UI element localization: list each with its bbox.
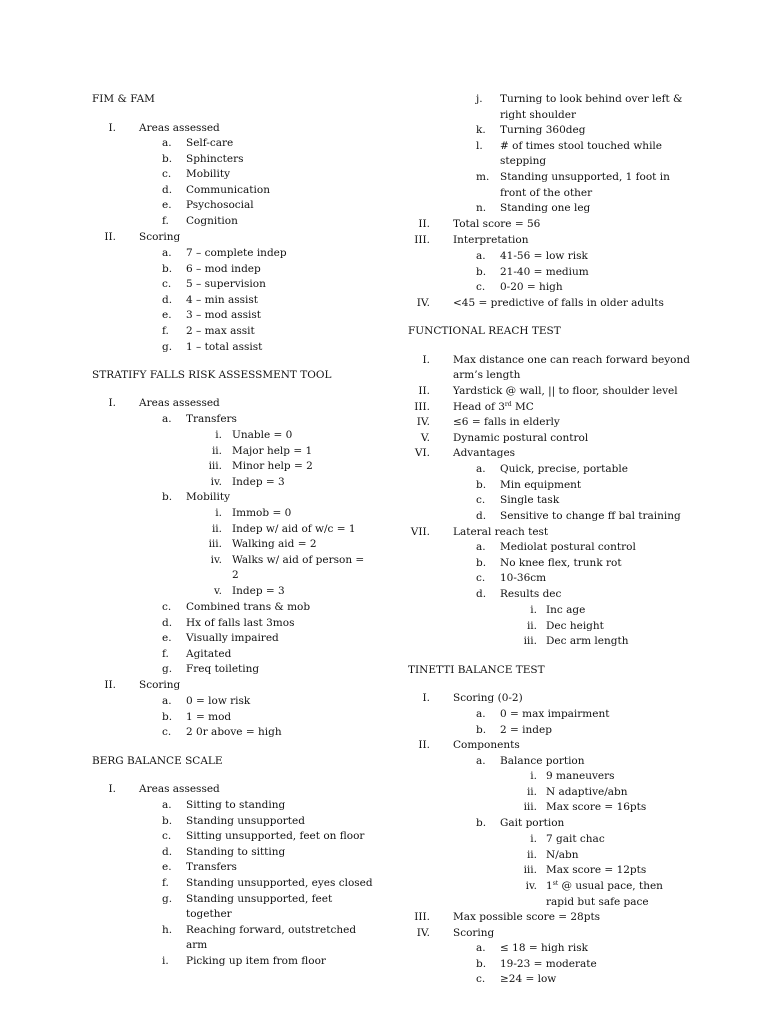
berg-total-score-label: Total score = 56: [453, 218, 541, 230]
stratify-score-item-marker: a.: [162, 695, 172, 707]
stratify-area-item-text: Combined trans & mob: [186, 601, 311, 613]
berg-interpretation-item-text: 41-56 = low risk: [500, 250, 588, 262]
berg-area-item-text: Standing one leg: [500, 202, 591, 215]
fim-score-item-text: 7 – complete indep: [186, 247, 287, 259]
stratify-score-item-text: 2 0r above = high: [186, 726, 282, 739]
stratify-transfer-item-text: Indep = 3: [232, 475, 285, 488]
berg-area-item-text: Sitting unsupported, feet on floor: [186, 830, 365, 843]
fim-score-item-marker: d.: [162, 293, 173, 306]
berg-area-item-marker: n.: [476, 202, 487, 215]
berg-area-item-text: right shoulder: [500, 108, 576, 121]
stratify-area-item-text: Hx of falls last 3mos: [186, 616, 295, 629]
tinetti-scoring-heading-label: Scoring (0-2): [453, 692, 523, 704]
frt-lateral-item-text: Results dec: [500, 587, 562, 600]
berg-area-item-text: Standing unsupported, eyes closed: [186, 877, 373, 889]
frt-result-item-marker: ii.: [526, 619, 537, 632]
tinetti-final-score-item-text: 19-23 = moderate: [500, 957, 597, 970]
tinetti-gait-item-text: 7 gait chac: [546, 833, 605, 845]
frt-result-item-text: Inc age: [546, 604, 586, 616]
stratify-score-item-text: 1 = mod: [186, 710, 232, 723]
frt-advantage-item-text: Min equipment: [500, 478, 582, 491]
tinetti-final-scoring-heading-label: Scoring: [453, 927, 495, 939]
berg-area-item-marker: l.: [476, 139, 483, 152]
berg-areas-heading-number: I.: [108, 783, 116, 795]
frt-advantage-item-marker: a.: [476, 463, 486, 475]
berg-area-item-text: Turning to look behind over left &: [500, 93, 683, 105]
berg-area-item-marker: c.: [162, 830, 172, 843]
berg-area-item-marker: b.: [162, 814, 173, 827]
section-title-fim-fam: FIM & FAM: [92, 93, 155, 105]
berg-area-item-marker: h.: [162, 923, 173, 936]
frt-falls-threshold-number: IV.: [416, 416, 430, 428]
tinetti-score-item-marker: b.: [476, 723, 487, 736]
stratify-area-item-marker: f.: [162, 647, 169, 660]
fim-area-item-marker: f.: [162, 215, 169, 227]
frt-advantage-item-marker: c.: [476, 494, 486, 507]
frt-lateral-heading-label: Lateral reach test: [453, 526, 549, 538]
stratify-scoring-heading-label: Scoring: [139, 679, 181, 691]
berg-area-item-marker: f.: [162, 877, 169, 889]
tinetti-max-score-label: Max possible score = 28pts: [453, 911, 601, 923]
fim-area-item-marker: b.: [162, 152, 173, 165]
tinetti-pace-number: 1: [546, 880, 553, 892]
stratify-mobility-item-text: Indep = 3: [232, 585, 285, 597]
section-title-stratify: STRATIFY FALLS RISK ASSESSMENT TOOL: [92, 369, 332, 381]
berg-area-item-marker: e.: [162, 861, 172, 874]
stratify-score-item-marker: b.: [162, 710, 173, 723]
berg-interpretation-item-text: 21-40 = medium: [500, 265, 589, 278]
tinetti-final-score-item-marker: a.: [476, 942, 486, 954]
fim-area-item-marker: e.: [162, 199, 172, 212]
stratify-mobility-item-marker: v.: [213, 585, 222, 597]
tinetti-components-heading-label: Components: [453, 739, 520, 751]
stratify-mobility-marker: b.: [162, 491, 173, 503]
stratify-area-item-marker: e.: [162, 632, 172, 645]
berg-area-item-text: Standing unsupported, 1 foot in: [500, 171, 670, 183]
stratify-mobility-item-text: Walks w/ aid of person =: [232, 553, 365, 566]
frt-head-suffix: MC: [511, 401, 534, 413]
tinetti-gait-portion-marker: b.: [476, 817, 487, 829]
stratify-mobility-item-text: Walking aid = 2: [232, 538, 317, 551]
berg-predictive-note-label: <45 = predictive of falls in older adults: [453, 297, 664, 309]
tinetti-balance-item-text: Max score = 16pts: [546, 801, 647, 814]
stratify-transfer-item-text: Major help = 1: [232, 444, 313, 457]
stratify-area-item-marker: c.: [162, 601, 172, 613]
stratify-transfer-item-marker: i.: [215, 429, 222, 441]
fim-score-item-marker: e.: [162, 309, 172, 322]
berg-area-item-marker: m.: [476, 171, 490, 183]
fim-score-item-text: 1 – total assist: [186, 340, 263, 353]
stratify-mobility-item-marker: iii.: [208, 538, 222, 551]
berg-interpretation-item-text: 0-20 = high: [500, 281, 563, 294]
frt-advantage-item-text: Sensitive to change ff bal training: [500, 509, 681, 522]
fim-score-item-text: 6 – mod indep: [186, 262, 261, 275]
tinetti-max-score-number: III.: [414, 911, 430, 923]
tinetti-balance-item-marker: iii.: [523, 801, 537, 814]
stratify-score-item-marker: c.: [162, 726, 172, 739]
tinetti-gait-item-text: Max score = 12pts: [546, 864, 647, 877]
tinetti-gait-item-marker: ii.: [526, 848, 537, 861]
frt-head-superscript: rd: [504, 401, 512, 408]
frt-falls-threshold-label: ≤6 = falls in elderly: [453, 416, 560, 428]
berg-area-item-text: Transfers: [186, 861, 237, 874]
fim-score-item-marker: c.: [162, 278, 172, 291]
berg-area-item-marker: j.: [476, 93, 483, 105]
stratify-area-item-text: Freq toileting: [186, 663, 260, 676]
frt-lateral-item-text: 10-36cm: [500, 572, 547, 585]
tinetti-balance-item-text: N adaptive/abn: [546, 785, 628, 798]
tinetti-gait-item-line2: rapid but safe pace: [546, 896, 649, 908]
fim-area-item-text: Psychosocial: [186, 199, 254, 212]
frt-result-item-text: Dec height: [546, 619, 604, 632]
fim-area-item-text: Cognition: [186, 215, 238, 227]
tinetti-final-score-item-marker: b.: [476, 957, 487, 970]
berg-area-item-marker: i.: [162, 955, 169, 967]
tinetti-balance-item-marker: ii.: [526, 785, 537, 798]
fim-scoring-heading-number: II.: [104, 231, 116, 243]
fim-area-item-marker: d.: [162, 183, 173, 196]
stratify-area-item-marker: d.: [162, 616, 173, 629]
tinetti-gait-item-marker: iii.: [523, 864, 537, 877]
frt-head-number: III.: [414, 401, 430, 413]
stratify-transfer-item-marker: ii.: [211, 444, 222, 457]
berg-interpretation-item-marker: a.: [476, 250, 486, 262]
fim-scoring-heading-label: Scoring: [139, 231, 181, 243]
fim-score-item-marker: f.: [162, 325, 169, 337]
frt-max-distance-line1: Max distance one can reach forward beyond: [453, 354, 690, 366]
tinetti-final-scoring-heading-number: IV.: [416, 927, 430, 939]
frt-lateral-item-text: No knee flex, trunk rot: [500, 556, 622, 569]
berg-area-item-text: together: [186, 908, 232, 921]
frt-head-text: Head of 3: [453, 401, 505, 413]
berg-area-item-text: # of times stool touched while: [500, 139, 663, 152]
berg-area-item-text: Standing unsupported: [186, 814, 305, 827]
section-title-functional-reach: FUNCTIONAL REACH TEST: [408, 325, 561, 337]
stratify-score-item-text: 0 = low risk: [186, 695, 251, 707]
tinetti-balance-item-marker: i.: [530, 770, 537, 782]
berg-area-item-text: Turning 360deg: [500, 124, 586, 137]
tinetti-balance-item-text: 9 maneuvers: [546, 770, 615, 782]
stratify-mobility-text: Mobility: [186, 491, 231, 503]
fim-areas-heading-label: Areas assessed: [139, 122, 220, 134]
tinetti-score-item-marker: a.: [476, 708, 486, 720]
frt-result-item-marker: i.: [530, 604, 537, 616]
tinetti-final-score-item-text: ≤ 18 = high risk: [500, 942, 589, 954]
frt-advantage-item-marker: b.: [476, 478, 487, 491]
stratify-transfers-text: Transfers: [186, 413, 237, 425]
stratify-mobility-item-text: Immob = 0: [232, 507, 292, 519]
stratify-areas-heading-number: I.: [108, 397, 116, 409]
stratify-mobility-item-marker: i.: [215, 507, 222, 519]
berg-area-item-text: Sitting to standing: [186, 799, 286, 811]
fim-area-item-text: Self-care: [186, 137, 234, 149]
berg-area-item-text: front of the other: [500, 186, 593, 199]
tinetti-balance-portion-marker: a.: [476, 755, 486, 767]
section-title-berg: BERG BALANCE SCALE: [92, 755, 223, 767]
tinetti-scoring-heading-number: I.: [422, 692, 430, 704]
tinetti-final-score-item-marker: c.: [476, 973, 486, 986]
frt-head-of-mc: [453, 401, 534, 414]
stratify-transfer-item-marker: iii.: [208, 460, 222, 473]
frt-lateral-item-marker: a.: [476, 541, 486, 553]
fim-area-item-marker: c.: [162, 168, 172, 181]
tinetti-gait-portion-text: Gait portion: [500, 817, 565, 829]
frt-lateral-item-marker: d.: [476, 587, 487, 600]
tinetti-gait-item-text: [546, 880, 663, 893]
stratify-transfer-item-text: Minor help = 2: [232, 460, 313, 473]
fim-score-item-marker: b.: [162, 262, 173, 275]
tinetti-pace-text: @ usual pace, then: [558, 880, 663, 892]
stratify-transfers-marker: a.: [162, 413, 172, 425]
berg-area-item-text: Picking up item from floor: [186, 955, 326, 967]
stratify-areas-heading-label: Areas assessed: [139, 397, 220, 409]
stratify-transfer-item-marker: iv.: [210, 475, 222, 488]
fim-area-item-text: Communication: [186, 183, 270, 196]
berg-area-item-marker: a.: [162, 799, 172, 811]
tinetti-score-item-text: 0 = max impairment: [500, 708, 610, 720]
tinetti-score-item-text: 2 = indep: [500, 723, 552, 736]
frt-result-item-marker: iii.: [523, 635, 537, 648]
berg-area-item-text: stepping: [500, 155, 547, 168]
berg-interpretation-item-marker: c.: [476, 281, 486, 294]
fim-area-item-text: Sphincters: [186, 152, 244, 165]
stratify-area-item-text: Visually impaired: [186, 632, 279, 645]
stratify-mobility-item-text: 2: [232, 569, 239, 582]
fim-score-item-text: 4 – min assist: [186, 293, 259, 306]
section-title-tinetti: TINETTI BALANCE TEST: [408, 664, 545, 676]
stratify-mobility-item-marker: ii.: [211, 522, 222, 535]
frt-dynamic-control-label: Dynamic postural control: [453, 432, 589, 444]
tinetti-components-heading-number: II.: [418, 739, 430, 751]
frt-advantages-heading-number: VI.: [414, 447, 430, 459]
frt-lateral-item-text: Mediolat postural control: [500, 541, 636, 553]
fim-area-item-text: Mobility: [186, 168, 231, 181]
frt-yardstick-number: II.: [418, 385, 430, 397]
frt-advantage-item-marker: d.: [476, 509, 487, 522]
berg-area-item-text: Reaching forward, outstretched: [186, 923, 357, 936]
fim-score-item-marker: g.: [162, 340, 173, 353]
fim-score-item-text: 2 – max assit: [186, 325, 255, 337]
tinetti-gait-item-text: N/abn: [546, 848, 579, 861]
stratify-area-item-text: Agitated: [186, 647, 232, 660]
berg-interpretation-heading-label: Interpretation: [453, 234, 529, 246]
stratify-scoring-heading-number: II.: [104, 679, 116, 691]
frt-advantage-item-text: Quick, precise, portable: [500, 463, 628, 475]
frt-advantages-heading-label: Advantages: [453, 447, 516, 459]
berg-area-item-marker: k.: [476, 124, 486, 137]
berg-interpretation-item-marker: b.: [476, 265, 487, 278]
frt-advantage-item-text: Single task: [500, 494, 560, 507]
berg-area-item-text: Standing unsupported, feet: [186, 892, 333, 905]
frt-lateral-item-marker: b.: [476, 556, 487, 569]
tinetti-pace-superscript: st: [552, 880, 559, 887]
fim-area-item-marker: a.: [162, 137, 172, 149]
stratify-area-item-marker: g.: [162, 663, 173, 676]
frt-max-distance-line2: arm’s length: [453, 369, 521, 381]
tinetti-gait-item-marker: i.: [530, 833, 537, 845]
fim-score-item-text: 3 – mod assist: [186, 309, 261, 322]
frt-max-distance-number: I.: [422, 354, 430, 366]
tinetti-balance-portion-text: Balance portion: [500, 755, 585, 767]
stratify-mobility-item-marker: iv.: [210, 553, 222, 566]
berg-predictive-note-number: IV.: [416, 297, 430, 309]
tinetti-final-score-item-text: ≥24 = low: [500, 973, 557, 986]
berg-areas-heading-label: Areas assessed: [139, 783, 220, 795]
berg-total-score-number: II.: [418, 218, 430, 230]
stratify-mobility-item-text: Indep w/ aid of w/c = 1: [232, 522, 356, 535]
berg-area-item-text: arm: [186, 939, 208, 952]
berg-area-item-marker: g.: [162, 892, 173, 905]
berg-area-item-marker: d.: [162, 845, 173, 858]
stratify-transfer-item-text: Unable = 0: [232, 429, 293, 441]
frt-lateral-heading-number: VII.: [410, 526, 430, 538]
fim-score-item-text: 5 – supervision: [186, 278, 266, 291]
frt-dynamic-control-number: V.: [420, 432, 430, 444]
frt-yardstick-label: Yardstick @ wall, || to floor, shoulder level: [453, 385, 678, 397]
fim-areas-heading-number: I.: [108, 122, 116, 134]
frt-result-item-text: Dec arm length: [546, 635, 629, 648]
berg-area-item-text: Standing to sitting: [186, 845, 286, 858]
frt-lateral-item-marker: c.: [476, 572, 486, 585]
fim-score-item-marker: a.: [162, 247, 172, 259]
tinetti-gait-item-marker: iv.: [525, 880, 537, 892]
berg-interpretation-heading-number: III.: [414, 234, 430, 246]
